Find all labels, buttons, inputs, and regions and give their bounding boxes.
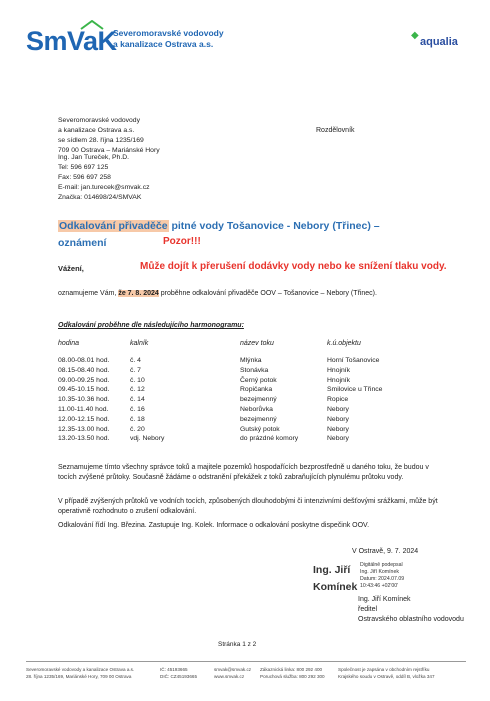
cell-nazev-toku: Ropičanka [240,386,273,394]
cell-hodina: 11.00-11.40 hod. [58,406,109,413]
cell-kalnik: č. 7 [130,366,141,374]
footer-phones: Zákaznická linka: 800 292 400 Poruchová služba: 800 292 300 [260,667,325,679]
cell-ku-objektu: Hnojník [327,376,351,384]
cell-kalnik: č. 20 [130,425,145,433]
header-hodina: hodina [58,340,80,347]
cell-nazev-toku: Neborůvka [240,406,273,413]
pozor-annotation: Pozor!!! [163,236,201,247]
footer-ids: IČ: 45193665 DIČ: CZ45193665 [160,667,198,679]
subject-highlight: Odkalování přivaděče [59,220,168,232]
cell-kalnik: č. 4 [130,357,141,364]
warning-annotation: Může dojít k přerušení dodávky vody nebo ke snížení tlaku vody. [140,261,447,272]
cell-ku-objektu: Smilovice u Třince [327,386,383,394]
cell-nazev-toku: bezejmenný [240,396,277,404]
header-kalnik: kalník [130,340,149,347]
paragraph-2: V případě zvýšených průtoků ve vodních tocích, způsobených dlouhodobými či intenzivními dešťovými srážkami, může být operativně rozhodnuto o zrušení odkalování. [58,498,438,515]
aqualia-logo: aqualia [420,36,458,48]
contact-block: Ing. Jan Tureček, Ph.D. Tel: 596 697 125 Fax: 596 697 258 E-mail: jan.turecek@smvak.cz Značka: 014698/24/SMVAK [58,154,150,201]
cell-kalnik: vdj. Nebory [130,435,165,443]
cell-hodina: 12.35-13.00 hod. [58,425,110,433]
company-name: Severomoravské vodovody a kanalizace Ostrava a.s. [113,28,224,49]
cell-nazev-toku: Gutský potok [240,425,280,433]
cell-ku-objektu: Horní Tošanovice [327,357,380,364]
footer-web: smvak@smvak.cz www.smvak.cz [214,667,252,679]
digital-signature-info: Digitálně podepsal Ing. Jiří Komínek Datum: 2024.07.09 10:43:46 +02'00' [360,562,405,589]
roof-icon [80,20,104,30]
header-nazev-toku: název toku [240,340,274,347]
footer-registry: Společnost je zapsána v obchodním rejstříku Krajského soudu v Ostravě, oddíl B, vložka 347 [338,667,435,679]
greeting: Vážení, [58,264,84,273]
drops-icon: ◆ [411,30,419,41]
cell-ku-objektu: Nebory [327,425,349,433]
table-title: Odkalování proběhne dle následujícího harmonogramu: [58,322,244,329]
page-number: Stránka 1 z 2 [218,641,257,648]
cell-nazev-toku: do prázdné komory [240,435,299,443]
cell-kalnik: č. 14 [130,396,145,404]
cell-hodina: 08.00-08.01 hod. [58,357,110,364]
cell-hodina: 09.45-10.15 hod. [58,386,110,394]
cell-nazev-toku: Černý potok [240,376,277,384]
cell-kalnik: č. 16 [130,406,145,413]
cell-hodina: 13.20-13.50 hod. [58,435,110,443]
cell-ku-objektu: Nebory [327,435,349,443]
footer-company: Severomoravské vodovody a kanalizace Ostrava a.s. 28. října 1235/169, Mariánské Hory, 709 00 Ostrava [26,667,135,679]
cell-hodina: 12.00-12.15 hod. [58,415,110,423]
cell-kalnik: č. 18 [130,415,145,423]
paragraph-1: Seznamujeme tímto všechny správce toků a majitele pozemků hospodařících bezprostředně u daného toku, že budou v tocích zvýšené průtoky. Současně žádáme o odstranění překážek z toků zabraňujících plynulému průtoku vody. [58,464,429,481]
footer-divider [26,661,466,662]
cell-nazev-toku: Mlýnka [240,357,262,364]
cell-hodina: 10.35-10.36 hod. [58,396,110,404]
cell-ku-objektu: Ropice [327,396,349,404]
cell-kalnik: č. 12 [130,386,145,394]
cell-hodina: 08.15-08.40 hod. [58,366,110,374]
smvak-logo: SmVaK [26,26,117,56]
cell-nazev-toku: Stonávka [240,366,269,374]
cell-ku-objektu: Nebory [327,415,349,423]
paragraph-3: Odkalování řídí Ing. Březina. Zastupuje Ing. Kolek. Informace o odkalování poskytne dispečink OOV. [58,522,370,529]
subject: Odkalování přivaděče pitné vody Tošanovice - Nebory (Třinec) – oznámení [58,220,380,249]
recipient: Rozdělovník [316,127,355,134]
header-ku-objektu: k.ú.objektu [327,340,361,347]
cell-ku-objektu: Nebory [327,406,349,413]
cell-hodina: 09.00-09.25 hod. [58,376,110,384]
cell-kalnik: č. 10 [130,376,145,384]
place-date: V Ostravě, 9. 7. 2024 [352,548,419,555]
signature-name: Ing. Jiří Komínek [313,564,358,593]
sender-address: Severomoravské vodovody a kanalizace Ostrava a.s. se sídlem 28. října 1235/169 709 00 Ostrava – Mariánské Hory [58,117,160,154]
cell-nazev-toku: bezejmenný [240,415,277,423]
announcement: oznamujeme Vám, že 7. 8. 2024 proběhne odkalování přivaděče OOV – Tošanovice – Nebory (Třinec). [58,290,377,297]
cell-ku-objektu: Hnojník [327,366,351,374]
signer-block: Ing. Jiří Komínek ředitel Ostravského oblastního vodovodu [358,596,464,623]
date-highlight: že 7. 8. 2024 [118,290,159,297]
